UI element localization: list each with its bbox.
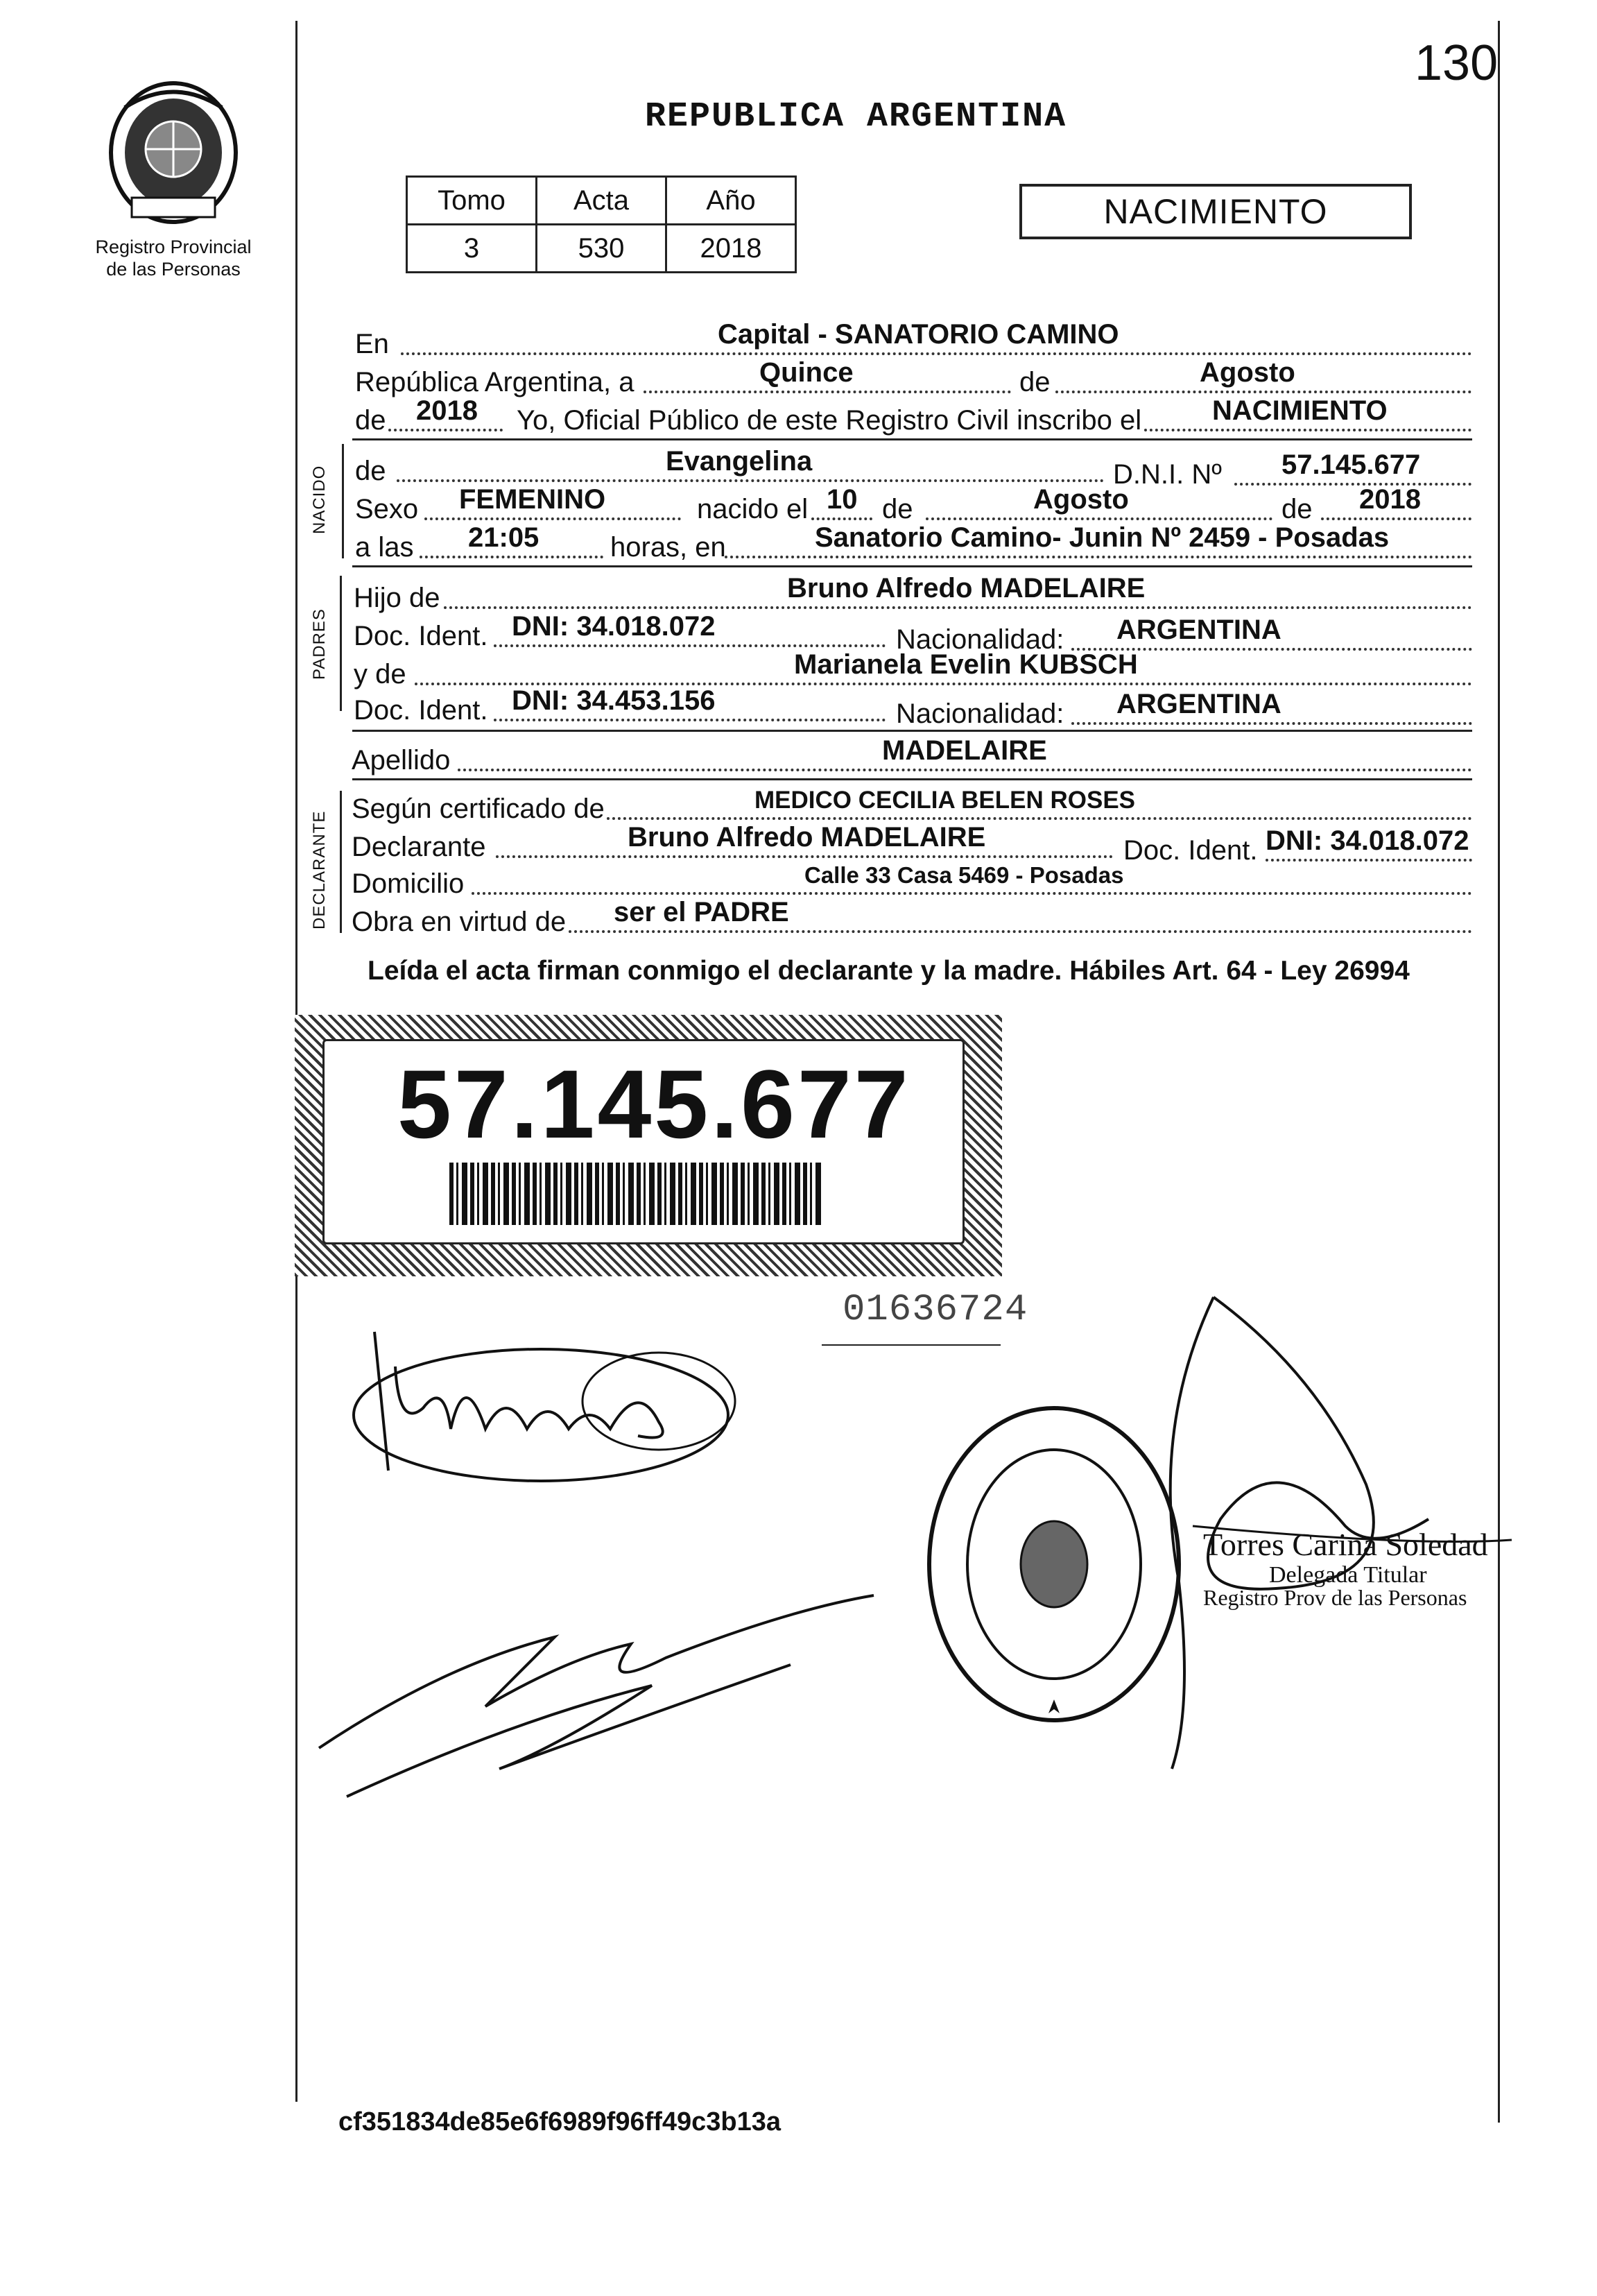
dotted-line xyxy=(472,892,1472,895)
value-mes: Agosto xyxy=(1200,357,1295,388)
section-separator xyxy=(352,778,1472,780)
official-name: Torres Carina Soledad xyxy=(1203,1527,1488,1562)
value-certificado: MEDICO CECILIA BELEN ROSES xyxy=(754,787,1136,814)
label-nacionalidad: Nacionalidad: xyxy=(896,624,1064,655)
record-type-box: NACIMIENTO xyxy=(1019,184,1412,239)
label-horas-en: horas, en xyxy=(610,532,726,563)
dotted-line xyxy=(1321,517,1471,520)
document-title: REPUBLICA ARGENTINA xyxy=(645,97,1067,137)
label-doc-ident: Doc. Ident. xyxy=(354,695,488,726)
dotted-line xyxy=(401,352,1472,355)
value-tomo: 3 xyxy=(407,225,537,273)
registry-label xyxy=(83,236,264,280)
dotted-line xyxy=(424,517,681,520)
label-hijo-de: Hijo de xyxy=(354,583,440,613)
section-separator xyxy=(352,565,1472,567)
label-en: En xyxy=(355,329,389,359)
section-bracket xyxy=(340,576,342,711)
dotted-line xyxy=(569,930,1472,933)
value-padre: Bruno Alfredo MADELAIRE xyxy=(787,573,1146,603)
value-acta: 530 xyxy=(537,225,666,273)
section-declarante: DECLARANTE xyxy=(310,810,329,929)
label-sexo: Sexo xyxy=(355,494,419,524)
value-lugar-nac: Sanatorio Camino- Junin Nº 2459 - Posadas xyxy=(815,522,1390,553)
dotted-line xyxy=(1071,722,1472,725)
label-de: de xyxy=(1019,367,1051,397)
value-anio: 2018 xyxy=(666,225,796,273)
security-label xyxy=(295,1015,1002,1276)
label-yo: Yo, Oficial Público de este Registro Civil inscribo el xyxy=(517,405,1142,436)
declarante-signature-icon xyxy=(347,1325,749,1505)
legend-text: Leída el acta firman conmigo el declarante y la madre. Hábiles Art. 64 - Ley 26994 xyxy=(368,956,1410,986)
value-declarante: Bruno Alfredo MADELAIRE xyxy=(628,822,986,853)
header-tomo: Tomo xyxy=(407,177,537,225)
value-dia-texto: Quince xyxy=(759,357,854,388)
dotted-line xyxy=(811,517,872,520)
registry-label-line1: Registro Provincial xyxy=(95,237,252,257)
dotted-line xyxy=(725,556,1472,558)
label-apellido: Apellido xyxy=(352,745,451,776)
dotted-line xyxy=(496,855,1113,858)
right-margin-line xyxy=(1498,21,1500,2123)
official-office: Registro Prov de las Personas xyxy=(1203,1585,1467,1610)
serial-number: 01636724 xyxy=(843,1289,1028,1331)
value-madre: Marianela Evelin KUBSCH xyxy=(794,649,1138,680)
madre-signature-icon xyxy=(305,1582,888,1810)
label-de: de xyxy=(882,494,913,524)
security-dni-number: 57.145.677 xyxy=(397,1050,911,1158)
security-label-panel xyxy=(322,1039,965,1244)
value-madre-doc: DNI: 34.453.156 xyxy=(512,685,716,716)
label-doc-ident: Doc. Ident. xyxy=(1123,835,1258,866)
label-y-de: y de xyxy=(354,659,406,689)
dotted-line xyxy=(420,556,603,558)
label-domicilio: Domicilio xyxy=(352,868,465,899)
tomo-acta-anio-table xyxy=(406,175,797,273)
label-de: de xyxy=(355,405,386,436)
label-de: de xyxy=(1281,494,1313,524)
value-mes-nac: Agosto xyxy=(1033,484,1129,515)
dotted-line xyxy=(458,769,1472,771)
dotted-line xyxy=(388,429,503,431)
value-lugar: Capital - SANATORIO CAMINO xyxy=(718,319,1119,350)
label-doc-ident: Doc. Ident. xyxy=(354,621,488,651)
serial-underline xyxy=(822,1344,1001,1346)
misiones-seal-icon xyxy=(104,80,243,225)
dotted-line xyxy=(444,606,1472,609)
label-nacido-el: nacido el xyxy=(697,494,809,524)
value-obra: ser el PADRE xyxy=(614,897,789,927)
section-nacido: NACIDO xyxy=(310,465,329,534)
section-separator xyxy=(352,438,1472,440)
dotted-line xyxy=(1266,859,1472,862)
dotted-line xyxy=(1144,429,1471,431)
dotted-line xyxy=(926,517,1272,520)
section-bracket xyxy=(342,444,344,558)
value-anio: 2018 xyxy=(416,395,478,426)
label-segun: Según certificado de xyxy=(352,794,605,824)
official-role: Delegada Titular xyxy=(1269,1562,1427,1588)
label-nacionalidad: Nacionalidad: xyxy=(896,699,1064,729)
header-acta: Acta xyxy=(537,177,666,225)
page-number: 130 xyxy=(1415,35,1499,91)
section-padres: PADRES xyxy=(310,608,329,680)
dotted-line xyxy=(397,479,1104,482)
dotted-line xyxy=(1234,483,1471,486)
value-hora: 21:05 xyxy=(468,522,539,553)
value-domicilio: Calle 33 Casa 5469 - Posadas xyxy=(804,862,1124,888)
dotted-line xyxy=(494,719,886,721)
dotted-line xyxy=(1055,391,1471,393)
value-nombre: Evangelina xyxy=(666,446,813,477)
label-dni: D.N.I. Nº xyxy=(1113,459,1222,490)
barcode-icon xyxy=(449,1163,824,1225)
header-anio: Año xyxy=(666,177,796,225)
dotted-line xyxy=(644,391,1011,393)
value-apellido: MADELAIRE xyxy=(882,735,1047,766)
section-separator xyxy=(352,730,1472,732)
document-hash: cf351834de85e6f6989f96ff49c3b13a xyxy=(338,2107,782,2136)
label-declarante: Declarante xyxy=(352,832,486,862)
value-dni: 57.145.677 xyxy=(1281,449,1421,480)
value-dia-nac: 10 xyxy=(827,484,858,515)
dotted-line xyxy=(607,817,1472,820)
label-a-las: a las xyxy=(355,532,414,563)
label-obra: Obra en virtud de xyxy=(352,907,567,937)
value-declarante-doc: DNI: 34.018.072 xyxy=(1266,825,1469,856)
label-republica: República Argentina, a xyxy=(355,367,635,397)
value-sexo: FEMENINO xyxy=(459,484,606,515)
value-madre-nac: ARGENTINA xyxy=(1116,689,1281,719)
value-padre-doc: DNI: 34.018.072 xyxy=(512,611,716,642)
dotted-line xyxy=(494,644,886,647)
section-bracket xyxy=(340,791,342,933)
value-tipo: NACIMIENTO xyxy=(1212,395,1388,426)
value-padre-nac: ARGENTINA xyxy=(1116,615,1281,645)
label-de: de xyxy=(355,456,386,486)
value-anio-nac: 2018 xyxy=(1359,484,1421,515)
registry-label-line2: de las Personas xyxy=(106,259,241,280)
